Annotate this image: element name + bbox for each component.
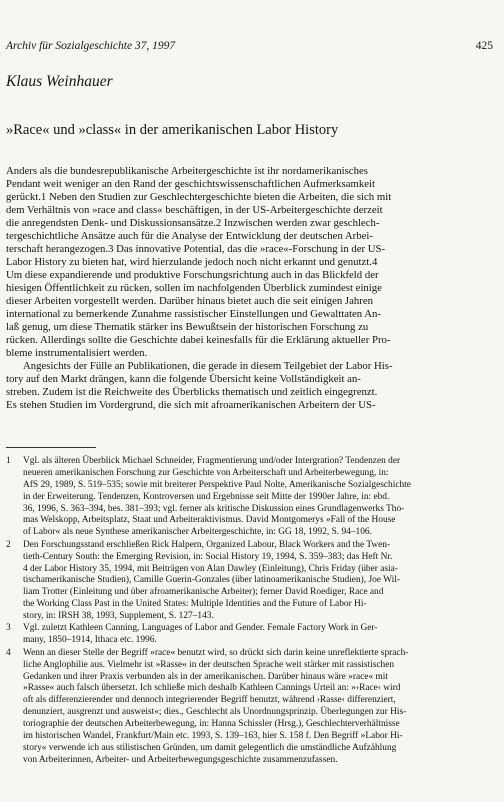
text-line: die anregendsten Denk- und Diskussionsansätze.2 Inzwischen werden zwar geschlech- (6, 217, 380, 229)
footnote-line: oft als differenzierender und dennoch integrierender Begriff benutzt, während ›Rasse‹ differenziert, (23, 695, 396, 706)
text-line: bleme instrumentalisiert werden. (6, 347, 148, 359)
footnote-line: neueren amerikanischen Forschung zur Geschichte von Arbeiterschaft und Arbeiterbewegung, in: (23, 467, 389, 478)
text-line: hiesigen Öffentlichkeit zu rücken, sollen im nachfolgenden Überblick zumindest einige (6, 282, 382, 294)
text-line: laß genug, um diese Thematik stärker ins Bewußtsein der historischen Forschung zu (6, 321, 369, 333)
text-line: Um diese expandierende und produktive Forschungsrichtung auch in das Blickfeld der (6, 269, 379, 281)
footnote-line (6, 623, 492, 635)
footnote-line: story, in: IRSH 38, 1993, Supplement, S. 127–143. (23, 611, 214, 622)
body-paragraph (6, 165, 492, 360)
text-line: tory auf den Markt drängen, kann die folgende Übersicht keine Vollständigkeit an- (6, 373, 361, 385)
footnote-line: the Working Class Past in the United States: Multiple Identities and the Future of Labor Hi- (23, 599, 367, 610)
text-line: Anders als die bundesrepublikanische Arbeitergeschichte ist ihr nordamerikanisches (6, 165, 368, 177)
text-line: Labor History zu bieten hat, wird hierzulande jedoch noch nicht erkannt und genutzt.4 (6, 256, 378, 268)
footnote-line: tischamerikanische Studien), Camille Guerin-Gonzales (über latinoamerikanische Studien), Joe Wil- (23, 575, 400, 586)
footnote-number: 1 (6, 456, 11, 466)
footnote-line: von Arbeiterinnen, Arbeiter- und Arbeiterbewegungsgeschichte zusammenzufassen. (23, 754, 338, 765)
footnote-line: 36, 1996, S. 363–394, bes. 381–393; vgl. ferner als kritische Diskussion eines Grundlagenwerks Tho- (23, 503, 405, 514)
footnote-number: 3 (6, 623, 11, 634)
text-line: dieser Arbeiten vorgestellt werden. Darüber hinaus bietet auch die seit einigen Jahren (6, 295, 373, 307)
text-line: terschaft herangezogen.3 Das innovative Potential, das die »race«-Forschung in der US- (6, 243, 386, 255)
footnote-line: in der Erweiterung. Tendenzen, Kontroversen und Ergebnisse seit Mitte der 1990er Jahre, in: ebd. (23, 491, 390, 502)
text-line: Pendant weit weniger an den Rand der geschichtswissenschaftlichen Aufmerksamkeit (6, 178, 375, 190)
text-line: rücken. Allerdings sollte die Geschichte dabei keinesfalls für die Erklärung aktueller Pro- (6, 334, 391, 346)
footnote (6, 648, 492, 767)
author-name: Klaus Weinhauer (6, 73, 113, 90)
footnote-line: 4 der Labor History 35, 1994, mit Beiträgen von Alan Dawley (Einleitung), Chris Friday (über asia- (23, 563, 398, 574)
footnote (6, 456, 492, 539)
page-number: 425 (475, 40, 493, 52)
body-text (6, 165, 492, 412)
footnote-line (6, 540, 492, 552)
text-line: Es stehen Studien im Vordergrund, die sich mit afroamerikanischen Arbeitern der US- (6, 399, 376, 411)
footnote-line: AfS 29, 1989, S. 519–535; sowie mit breiterer Perspektive Paul Nolte, Amerikanische Sozialgeschichte (23, 479, 411, 490)
footnote-text: Wenn an dieser Stelle der Begriff »race« benutzt wird, so drückt sich darin keine unreflektierte sprach- (23, 647, 409, 658)
journal-citation: Archiv für Sozialgeschichte 37, 1997 (6, 40, 176, 52)
footnote-text: Vgl. zuletzt Kathleen Canning, Languages of Labor and Gender. Female Factory Work in Ger- (23, 623, 378, 634)
footnote-line: many, 1850–1914, Ithaca etc. 1996. (23, 635, 157, 646)
footnote-line: of Labor« als neue Synthese amerikanischer Arbeitergeschichte, in: GG 18, 1992, S. 94–106. (23, 527, 372, 538)
footnote-divider (6, 447, 96, 448)
footnote-line: mas Welskopp, Arbeitsplatz, Staat und Arbeiteraktivismus. David Montgomerys »Fall of the House (23, 515, 396, 526)
footnote-line (6, 648, 492, 660)
footnote-line: story« verwende ich aus stilistischen Gründen, um damit gelegentlich die umständliche Aufzählung (23, 742, 397, 753)
footnote-line: denunziert, ausgrenzt und ausweist«; dies., Geschlecht als Unordnungsprinzip. Überlegungen zur His- (23, 707, 407, 718)
footnote-text: Den Forschungsstand erschließen Rick Halpern, Organized Labour, Black Workers and the Twen- (23, 539, 391, 550)
text-line: gerückt.1 Neben den Studien zur Geschlechtergeschichte bieten die Arbeiten, die sich mit (6, 191, 392, 203)
footnote (6, 540, 492, 623)
footnote-text: Vgl. als älteren Überblick Michael Schneider, Fragmentierung und/oder Intergration? Tendenzen der (23, 456, 401, 466)
footnote-line: liam Trotter (Einleitung und über afroamerikanische Arbeiter); ferner David Roediger, Race and (23, 587, 384, 598)
footnote-line: toriographie der deutschen Arbeiterbewegung, in: Hanna Schissler (Hrsg.), Geschlechterverhältnisse (23, 719, 400, 730)
text-line: international zu bemerkende Zunahme rassistischer Einstellungen und Gewalttaten An- (6, 308, 381, 320)
footnote-line: liche Anglophilie aus. Vielmehr ist »Rasse« in der deutschen Sprache weit stärker mit rassistischen (23, 659, 395, 670)
text-line: dem Verhältnis von »race and class« beschäftigen, in der US-Arbeitergeschichte derzeit (6, 204, 383, 216)
footnotes (6, 456, 492, 767)
text-line: Angesichts der Fülle an Publikationen, die gerade in diesem Teilgebiet der Labor His- (23, 360, 393, 372)
footnote-line (6, 456, 492, 468)
footnote-line: »Rasse« auch falsch übersetzt. Ich schließe mich deshalb Kathleen Cannings Urteil an: »›Race‹ wird (23, 683, 401, 694)
footnote-line: im historischen Wandel, Frankfurt/Main etc. 1993, S. 139–163, hier S. 158 f. Den Begriff »Labor Hi- (23, 730, 403, 741)
body-paragraph (6, 360, 492, 412)
page (6, 0, 498, 802)
footnote-line: Gedanken und ihrer Praxis verbunden als in der amerikanischen. Darüber hinaus wäre »race« mit (23, 671, 388, 682)
text-line: tergeschichtliche Ansätze auch für die Analyse der Entwicklung der deutschen Arbei- (6, 230, 373, 242)
footnote-number: 2 (6, 539, 11, 550)
running-header (6, 40, 493, 54)
footnote (6, 623, 492, 647)
text-line: streben. Zudem ist die Reichweite des Überblicks thematisch und zeitlich eingegrenzt. (6, 386, 378, 398)
footnote-number: 4 (6, 647, 11, 658)
article-title: »Race« und »class« in der amerikanischen Labor History (6, 122, 339, 138)
footnote-line: tieth-Century South: the Emerging Revision, in: Social History 19, 1994, S. 359–383; das Heft Nr. (23, 551, 393, 562)
